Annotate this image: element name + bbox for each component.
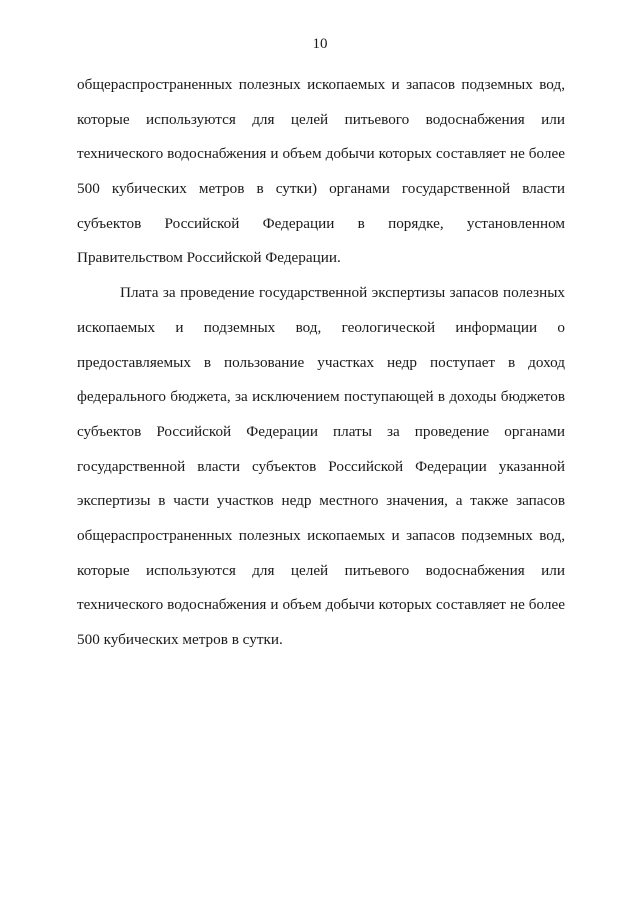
text-line: экспертизы в части участков недр местного значения, а также запасов [77,492,565,510]
text-line: субъектов Российской Федерации платы за проведение органами [77,422,565,440]
text-line: которые используются для целей питьевого водоснабжения или [77,561,565,579]
text-line: технического водоснабжения и объем добычи которых составляет не более [77,145,565,163]
text-line: которые используются для целей питьевого водоснабжения или [77,110,565,128]
text-line: федерального бюджета, за исключением поступающей в доходы бюджетов [77,388,565,406]
text-line: Плата за проведение государственной экспертизы запасов полезных [120,284,565,302]
text-line: технического водоснабжения и объем добычи которых составляет не более [77,596,565,614]
text-line: Правительством Российской Федерации. [77,249,341,267]
paragraph-fee [77,276,565,658]
text-line: общераспространенных полезных ископаемых и запасов подземных вод, [77,526,565,544]
text-line: 500 кубических метров в сутки. [77,631,283,648]
text-line: ископаемых и подземных вод, геологической информации о [77,318,565,336]
paragraph-continuation [77,68,565,276]
text-line: предоставляемых в пользование участках недр поступает в доход [77,353,565,371]
text-line: общераспространенных полезных ископаемых и запасов подземных вод, [77,76,565,93]
document-body [77,68,565,658]
page-number: 10 [312,36,328,52]
text-line: 500 кубических метров в сутки) органами государственной власти [77,180,565,198]
text-line: государственной власти субъектов Российской Федерации указанной [77,457,565,475]
text-line: субъектов Российской Федерации в порядке, установленном [77,214,565,232]
